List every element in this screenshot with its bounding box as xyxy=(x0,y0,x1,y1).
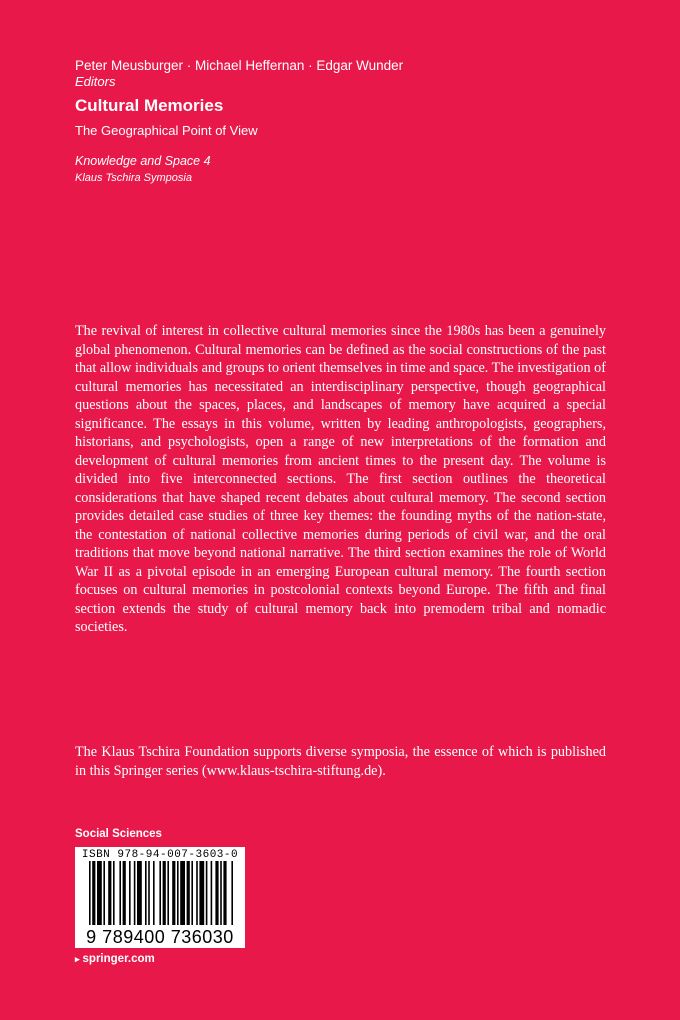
barcode-bar xyxy=(123,861,126,925)
barcode-bar xyxy=(137,861,142,925)
barcode-bar xyxy=(187,861,190,925)
barcode-bar xyxy=(196,861,198,925)
barcode-bar xyxy=(119,861,121,925)
header xyxy=(75,57,635,185)
barcode-bar xyxy=(231,861,233,925)
barcode-bar xyxy=(199,861,204,925)
editors-role: Editors xyxy=(75,74,116,89)
barcode-bar xyxy=(220,861,222,925)
barcode-bar xyxy=(159,861,161,925)
barcode-bar xyxy=(108,861,111,925)
barcode-bar xyxy=(92,861,95,925)
series-subtitle: Klaus Tschira Symposia xyxy=(75,172,192,184)
barcode-bar xyxy=(103,861,105,925)
barcode-bar xyxy=(134,861,136,925)
barcode-bar xyxy=(113,861,115,925)
subject-category: Social Sciences xyxy=(75,828,162,840)
barcode-bars xyxy=(75,861,245,927)
book-subtitle: The Geographical Point of View xyxy=(75,123,258,138)
barcode-bar xyxy=(191,861,193,925)
foundation-note: The Klaus Tschira Foundation supports diverse symposia, the essence of which is published in this Springer series (www.klaus-tschira-stiftung.de). xyxy=(75,744,606,779)
barcode-bar xyxy=(223,861,226,925)
barcode-bar xyxy=(180,861,185,925)
barcode-bar xyxy=(145,861,147,925)
barcode-bar xyxy=(89,861,91,925)
barcode-bar xyxy=(172,861,175,925)
barcode-bar xyxy=(206,861,208,925)
barcode-bar xyxy=(177,861,179,925)
barcode-bar xyxy=(215,861,218,925)
publisher-url: springer.com xyxy=(82,953,155,965)
barcode-bar xyxy=(148,861,150,925)
barcode-bar xyxy=(211,861,213,925)
isbn-barcode xyxy=(75,847,245,948)
isbn-label: ISBN 978-94-007-3603-0 xyxy=(81,849,239,861)
arrow-icon: ▸ xyxy=(75,954,80,964)
series-name: Knowledge and Space 4 xyxy=(75,154,211,168)
barcode-digits: 9 789400 736030 xyxy=(86,927,234,947)
barcode-bar xyxy=(153,861,155,925)
publisher-link[interactable] xyxy=(75,953,155,965)
editors: Peter Meusburger · Michael Heffernan · Edgar Wunder xyxy=(75,58,404,73)
barcode-bar xyxy=(129,861,131,925)
book-title: Cultural Memories xyxy=(75,96,224,115)
blurb-text: The revival of interest in collective cultural memories since the 1980s has been a genuinely global phenomenon. Cultural memories can be defined as the social constructions of the past that allow individuals and groups to orient themselves in time and space. The investigation of cultural memories has necessitated an interdisciplinary perspective, though geographical questions about the spaces, places, and landscapes of memory have acquired a special significance. The essays in this volume, written by leading anthropologists, geographers, historians, and psychologists, open a range of new interpretations of the formation and development of cultural memories from ancient times to the present day. The volume is divided into five interconnected sections. The first section outlines the theoretical considerations that have shaped recent debates about cultural memory. The second section provides detailed case studies of three key themes: the founding myths of the nation-state, the contestation of national collective memories during periods of civil war, and the oral traditions that move beyond national narrative. The third section examines the role of World War II as a pivotal episode in an emerging European cultural memory. The fourth section focuses on cultural memories in postcolonial contexts beyond Europe. The fifth and final section extends the study of cultural memory back into premodern tribal and nomadic societies. xyxy=(75,323,606,635)
barcode-bar xyxy=(163,861,166,925)
barcode-bar xyxy=(97,861,102,925)
barcode-bar xyxy=(167,861,169,925)
